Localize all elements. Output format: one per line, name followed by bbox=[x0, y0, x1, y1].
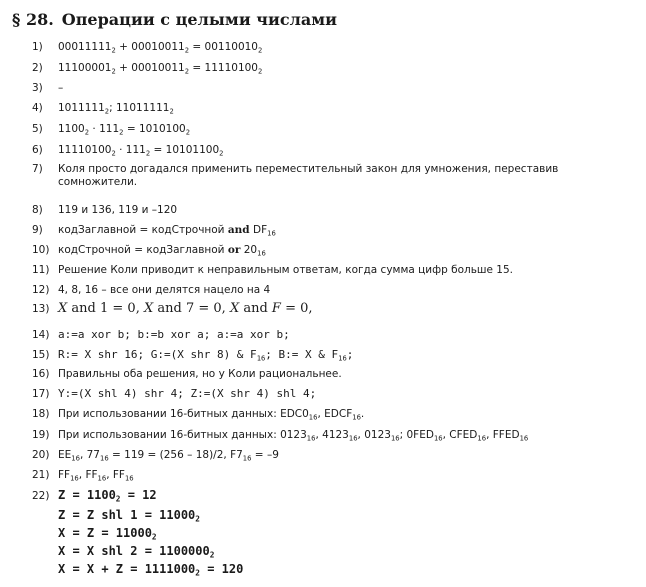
answer-19: 19) При использовании 16-битных данных: $0123_{16}$, $4123_{16}$, $0123_{16}$; $0FED_{16}$, $CFED_{16}$, $FFED_{16}$ bbox=[32, 429, 529, 443]
answer-16: 16) Правильны оба решения, но у Коли рациональнее. bbox=[32, 368, 342, 380]
answer-number: 12) bbox=[32, 284, 50, 296]
answer-number: 5) bbox=[32, 123, 43, 135]
answer-number: 15) bbox=[32, 349, 50, 361]
answer-5: 5) $1100_2 \cdot 111_2 = 1010100_2$ bbox=[32, 123, 191, 137]
answer-number: 17) bbox=[32, 388, 50, 400]
answer-15 bbox=[32, 348, 638, 362]
formula: X and 1 = 0, X and 7 = 0, X and F = 0, bbox=[58, 301, 313, 316]
answer-number: 6) bbox=[32, 144, 43, 156]
answer-number: 16) bbox=[32, 368, 50, 380]
answer-8: 8) 119 и 136, 119 и –120 bbox=[32, 204, 178, 216]
section-number: § 28. bbox=[12, 10, 54, 29]
answer-number: 8) bbox=[32, 204, 43, 216]
code-line: Z = Z shl $1 = 11000_2$ bbox=[58, 508, 200, 524]
answer-4: 4) $1011111_2$; $11011111_2$ bbox=[32, 102, 174, 116]
answer-14 bbox=[32, 328, 638, 342]
code: R:= X shr 16; G:=(X shr 8) & $F_{16}$; B:= X & $F_{16}$; bbox=[58, 348, 354, 363]
answer-number: 10) bbox=[32, 244, 50, 256]
answer-9: 9) кодЗаглавной = кодСтрочной and $DF_{16}$ bbox=[32, 224, 276, 238]
answer-number: 7) bbox=[32, 163, 43, 175]
answer-11: 11) Решение Коли приводит к неправильным ответам, когда сумма цифр больше 15. bbox=[32, 264, 514, 276]
answer-10: 10) кодСтрочной = кодЗаглавной or $20_{16}$ bbox=[32, 244, 266, 258]
answer-3: 3) – bbox=[32, 82, 64, 94]
section-title: Операции с целыми числами bbox=[61, 10, 337, 29]
answer-number: 11) bbox=[32, 264, 50, 276]
answer-7: 7) Коля просто догадался применить переместительный закон для умножения, переставив сомножители. bbox=[32, 163, 559, 188]
answer-number: 13) bbox=[32, 303, 50, 315]
answer-17 bbox=[32, 387, 638, 401]
answer-number: 18) bbox=[32, 408, 50, 420]
page-title bbox=[12, 10, 337, 29]
code-line: $Z = 1100_2 = 12$ bbox=[58, 488, 157, 504]
answer-number: 22) bbox=[32, 490, 50, 502]
answer-12: 12) 4, 8, 16 – все они делятся нацело на 4 bbox=[32, 284, 271, 296]
code-line: $X = X + Z = 1111000_2 = 120$ bbox=[58, 562, 244, 578]
answer-21: 21) $FF_{16}$, $FF_{16}$, $FF_{16}$ bbox=[32, 469, 134, 483]
answer-number: 9) bbox=[32, 224, 43, 236]
answer-number: 19) bbox=[32, 429, 50, 441]
answer-22 bbox=[32, 489, 638, 503]
answer-18: 18) При использовании 16-битных данных: $EDC0_{16}$, $EDCF_{16}$. bbox=[32, 408, 365, 422]
answer-number: 2) bbox=[32, 62, 43, 74]
answer-6: 6) $11110100_2 \cdot 111_2 = 10101100_2$ bbox=[32, 144, 224, 158]
answer-2: 2) $11100001_2 + 00010011_2 = 11110100_2$ bbox=[32, 62, 263, 76]
code-line: $X = Z = 11000_2$ bbox=[58, 526, 157, 542]
code-line: X = X shl $2 = 1100000_2$ bbox=[58, 544, 215, 560]
answer-number: 20) bbox=[32, 449, 50, 461]
answer-1: 1) $00011111_2 + 00010011_2 = 00110010_2$ bbox=[32, 41, 263, 55]
answer-number: 21) bbox=[32, 469, 50, 481]
code: a:=a xor b; b:=b xor a; a:=a xor b; bbox=[58, 328, 290, 341]
answer-number: 3) bbox=[32, 82, 43, 94]
answer-20: 20) $EE_{16}$, $77_{16} = 119 = (256 - 18)/2$, $F7_{16} = -9$ bbox=[32, 449, 279, 463]
answer-number: 4) bbox=[32, 102, 43, 114]
answer-13 bbox=[32, 302, 638, 316]
answer-number: 1) bbox=[32, 41, 43, 53]
answer-number: 14) bbox=[32, 329, 50, 341]
code: Y:=(X shl 4) shr 4; Z:=(X shr 4) shl 4; bbox=[58, 387, 317, 400]
